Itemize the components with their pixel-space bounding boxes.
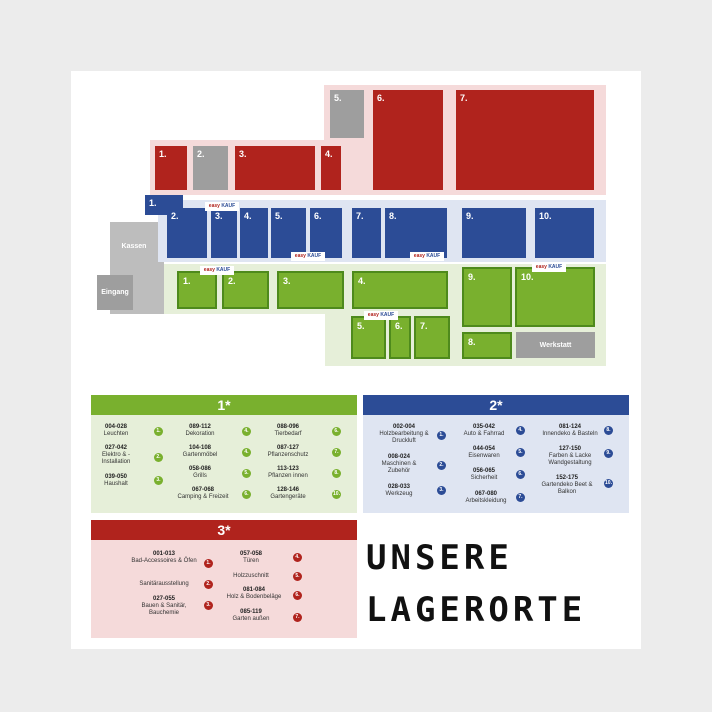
legend-entry: 056-065 Sicherheit <box>470 468 498 481</box>
kassen-label: Kassen <box>121 243 147 250</box>
legend-badge: 6. <box>516 470 525 479</box>
legend-badge: 4. <box>293 553 302 562</box>
legend-entry: 028-033 Werkzeug <box>385 484 413 497</box>
legend-entry: 027-055 Bauen & Sanitär, Bauchemie <box>141 596 187 616</box>
green-room-5[interactable] <box>351 316 386 359</box>
room-number: 6. <box>395 321 403 331</box>
room-number: 1. <box>159 149 167 159</box>
red-room-6[interactable] <box>373 90 443 190</box>
red-room-7[interactable] <box>456 90 594 190</box>
legend-badge: 6. <box>242 490 251 499</box>
legend-badge: 1. <box>204 559 213 568</box>
room-number: 8. <box>389 211 397 221</box>
room-number: 2. <box>171 211 179 221</box>
easykauf-marker: easy KAUF <box>200 266 234 275</box>
easykauf-marker: easy KAUF <box>205 202 239 211</box>
legend-badge: 6. <box>293 591 302 600</box>
room-number: 3. <box>215 211 223 221</box>
red-room-3[interactable] <box>235 146 315 190</box>
legend-red <box>91 520 357 638</box>
room-number: 1. <box>183 276 191 286</box>
legend-badge: 1. <box>154 427 163 436</box>
green-room-7[interactable] <box>414 316 450 359</box>
green-room-8[interactable] <box>462 332 512 359</box>
legend-badge: 7. <box>332 448 341 457</box>
legend-badge: 10. <box>605 480 612 486</box>
easykauf-marker: easy KAUF <box>532 263 566 272</box>
legend-entry: 058-086 Grills <box>188 466 212 479</box>
poster-title <box>366 532 636 636</box>
blue-room-10[interactable] <box>535 208 594 258</box>
room-number: 4. <box>358 276 366 286</box>
green-room-2[interactable] <box>222 271 269 309</box>
easykauf-marker: easy KAUF <box>291 252 325 261</box>
legend-blue-title: 2* <box>363 395 629 415</box>
blue-room-4[interactable] <box>240 208 268 258</box>
legend-entry: 152-175 Gartendeko Beet & Balkon <box>541 475 593 495</box>
legend-entry: 088-096 Tierbedarf <box>274 424 302 437</box>
legend-entry: Sanitärausstellung <box>139 581 189 587</box>
legend-entry: 081-124 Innendeko & Basteln <box>542 424 598 437</box>
legend-entry: Holzzuschnitt <box>233 573 269 579</box>
legend-entry: 089-112 Dekoration <box>185 424 215 437</box>
room-number: 3. <box>283 276 291 286</box>
blue-room-7[interactable] <box>352 208 381 258</box>
legend-badge: 3. <box>437 486 446 495</box>
blue-room-9[interactable] <box>462 208 526 258</box>
kassen-connector <box>134 262 164 314</box>
legend-badge: 7. <box>293 613 302 622</box>
room-number: 5. <box>334 93 342 103</box>
legend-entry: 004-028 Leuchten <box>103 424 129 437</box>
title-line-2: LAGERORTE <box>366 590 587 630</box>
legend-badge: 2. <box>154 453 163 462</box>
room-number: 4. <box>244 211 252 221</box>
red-room-4[interactable] <box>321 146 341 190</box>
room-number: 3. <box>239 149 247 159</box>
legend-entry: 081-084 Holz & Bodenbeläge <box>226 587 282 600</box>
easykauf-marker: easy KAUF <box>364 311 398 320</box>
legend-entry: 001-013 Bad-Accessoires & Öfen <box>131 551 197 564</box>
green-room-1[interactable] <box>177 271 217 309</box>
room-number: 7. <box>420 321 428 331</box>
blue-room-8[interactable] <box>385 208 447 258</box>
legend-badge: 3. <box>204 601 213 610</box>
legend-green <box>91 395 357 513</box>
red-room-5[interactable] <box>330 90 364 138</box>
room-number: 2. <box>197 149 205 159</box>
legend-badge: 8. <box>604 426 613 435</box>
title-line-1: UNSERE <box>366 538 513 578</box>
legend-entry: 087-127 Pflanzenschutz <box>267 445 309 458</box>
legend-entry: 067-080 Arbeitskleidung <box>465 491 507 504</box>
room-number: 8. <box>468 337 476 347</box>
room-number: 9. <box>468 272 476 282</box>
room-number: 6. <box>377 93 385 103</box>
legend-entry: 104-108 Gartenmöbel <box>182 445 218 458</box>
room-number: 10. <box>521 272 534 282</box>
legend-entry: 039-050 Haushalt <box>104 474 128 487</box>
legend-badge: 7. <box>516 493 525 502</box>
legend-entry: 002-004 Holzbearbeitung & Druckluft <box>379 424 429 444</box>
legend-badge: 1. <box>437 431 446 440</box>
legend-entry: 067-068 Camping & Freizeit <box>177 487 229 500</box>
green-room-6[interactable] <box>389 316 411 359</box>
legend-badge: 10. <box>333 491 340 497</box>
legend-badge: 4. <box>242 427 251 436</box>
legend-badge: 9. <box>604 449 613 458</box>
room-number: 5. <box>357 321 365 331</box>
legend-entry: 008-024 Maschinen & Zubehör <box>381 454 417 474</box>
easykauf-marker: easy KAUF <box>410 252 444 261</box>
legend-entry: 035-042 Auto & Fahrrad <box>463 424 505 437</box>
legend-badge: 6. <box>332 427 341 436</box>
room-number: 9. <box>466 211 474 221</box>
room-number: 7. <box>356 211 364 221</box>
green-room-10[interactable] <box>515 267 595 327</box>
legend-badge: 5. <box>293 572 302 581</box>
legend-entry: 027-042 Elektro & - Installation <box>101 445 131 465</box>
red-room-1[interactable] <box>155 146 187 190</box>
red-room-2[interactable] <box>193 146 228 190</box>
legend-badge: 3. <box>154 476 163 485</box>
werkstatt-label: Werkstatt <box>539 342 572 349</box>
legend-badge: 5. <box>242 469 251 478</box>
legend-entry: 113-123 Pflanzen innen <box>268 466 308 479</box>
green-room-3[interactable] <box>277 271 344 309</box>
legend-entry: 085-119 Garten außen <box>232 609 270 622</box>
room-number: 2. <box>228 276 236 286</box>
green-room-9[interactable] <box>462 267 512 327</box>
legend-entry: 044-054 Eisenwaren <box>468 446 500 459</box>
room-number: 7. <box>460 93 468 103</box>
legend-badge: 2. <box>437 461 446 470</box>
legend-badge: 4. <box>242 448 251 457</box>
room-number: 10. <box>539 211 552 221</box>
legend-badge: 2. <box>204 580 213 589</box>
legend-badge: 8. <box>332 469 341 478</box>
legend-entry: 057-058 Türen <box>239 551 263 564</box>
legend-badge: 5. <box>516 448 525 457</box>
blue-room-3[interactable] <box>211 208 237 258</box>
legend-green-title: 1* <box>91 395 357 415</box>
legend-badge: 4. <box>516 426 525 435</box>
legend-entry: 127-150 Farben & Lacke Wandgestaltung <box>548 446 592 466</box>
green-room-4[interactable] <box>352 271 448 309</box>
blue-room-2[interactable] <box>167 208 207 258</box>
eingang-label: Eingang <box>101 289 129 296</box>
blue-room-5[interactable] <box>271 208 306 258</box>
legend-blue <box>363 395 629 513</box>
legend-entry: 128-146 Gartengeräte <box>270 487 306 500</box>
room-number: 6. <box>314 211 322 221</box>
room-number: 5. <box>275 211 283 221</box>
blue-room-6[interactable] <box>310 208 342 258</box>
room-number: 4. <box>325 149 333 159</box>
legend-red-title: 3* <box>91 520 357 540</box>
room-number: 1. <box>149 198 157 208</box>
